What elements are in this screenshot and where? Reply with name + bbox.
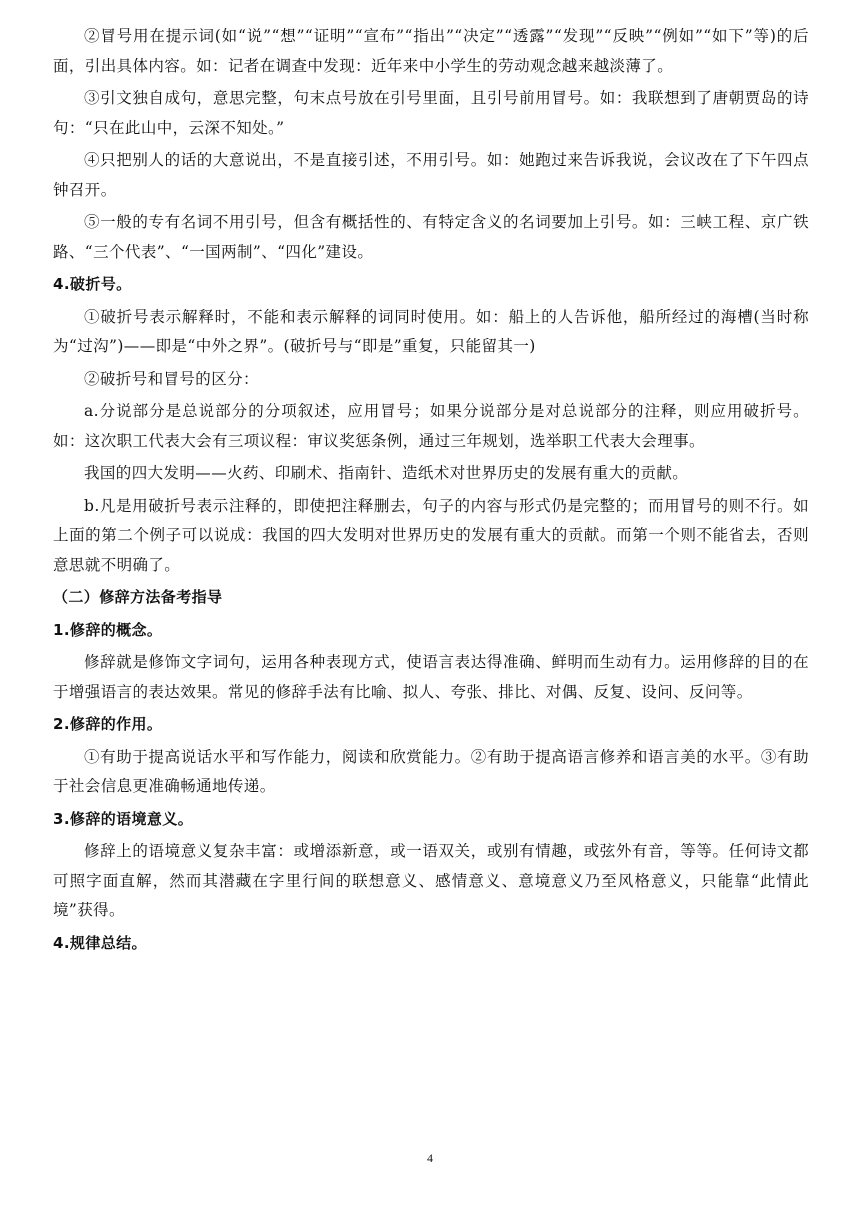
paragraph: ①破折号表示解释时，不能和表示解释的词同时使用。如：船上的人告诉他，船所经过的海槽(当时称为“过沟”)——即是“中外之界”。(破折号与“即是”重复，只能留其一)	[53, 307, 809, 355]
paragraph: ②冒号用在提示词(如“说”“想”“证明”“宣布”“指出”“决定”“透露”“发现”“反映”“例如”“如下”等)的后面，引出具体内容。如：记者在调查中发现：近年来中小学生的劳动观念越来越淡薄了。	[53, 27, 809, 75]
paragraph: ⑤一般的专有名词不用引号，但含有概括性的、有特定含义的名词要加上引号。如：三峡工程、京广铁路、“三个代表”、“一国两制”、“四化”建设。	[53, 213, 809, 261]
paragraph: 修辞上的语境意义复杂丰富：或增添新意，或一语双关，或别有情趣，或弦外有音，等等。任何诗文都可照字面直解，然而其潜藏在字里行间的联想意义、感情意义、意境意义乃至风格意义，只能靠“此情此境”获得。	[53, 842, 809, 919]
paragraph: ③引文独自成句，意思完整，句末点号放在引号里面，且引号前用冒号。如：我联想到了唐朝贾岛的诗句：“只在此山中，云深不知处。”	[53, 89, 809, 137]
section-heading: 1.修辞的概念。	[53, 620, 163, 639]
paragraph: 我国的四大发明——火药、印刷术、指南针、造纸术对世界历史的发展有重大的贡献。	[84, 464, 689, 482]
paragraph: b.凡是用破折号表示注释的，即使把注释删去，句子的内容与形式仍是完整的；而用冒号的则不行。如上面的第二个例子可以说成：我国的四大发明对世界历史的发展有重大的贡献。而第一个则不能省去，否则意思就不明确了。	[53, 496, 809, 574]
section-heading: （二）修辞方法备考指导	[53, 588, 223, 606]
paragraph: ②破折号和冒号的区分：	[84, 369, 259, 388]
section-heading: 2.修辞的作用。	[53, 715, 163, 733]
paragraph: 修辞就是修饰文字词句，运用各种表现方式，使语言表达得准确、鲜明而生动有力。运用修辞的目的在于增强语言的表达效果。常见的修辞手法有比喻、拟人、夸张、排比、对偶、反复、设问、反问等。	[53, 653, 809, 701]
section-heading: 4.破折号。	[53, 275, 132, 293]
paragraph: ①有助于提高说话水平和写作能力，阅读和欣赏能力。②有助于提高语言修养和语言美的水平。③有助于社会信息更准确畅通地传递。	[53, 747, 809, 795]
document-body	[53, 22, 809, 961]
page-number: 4	[427, 1151, 433, 1165]
section-heading: 3.修辞的语境意义。	[53, 809, 194, 828]
paragraph: ④只把别人的话的大意说出，不是直接引述，不用引号。如：她跑过来告诉我说，会议改在了下午四点钟召开。	[53, 151, 809, 199]
section-heading: 4.规律总结。	[53, 933, 147, 952]
paragraph: a.分说部分是总说部分的分项叙述，应用冒号；如果分说部分是对总说部分的注释，则应用破折号。如：这次职工代表大会有三项议程：审议奖惩条例，通过三年规划，选举职工代表大会理事。	[53, 402, 809, 450]
